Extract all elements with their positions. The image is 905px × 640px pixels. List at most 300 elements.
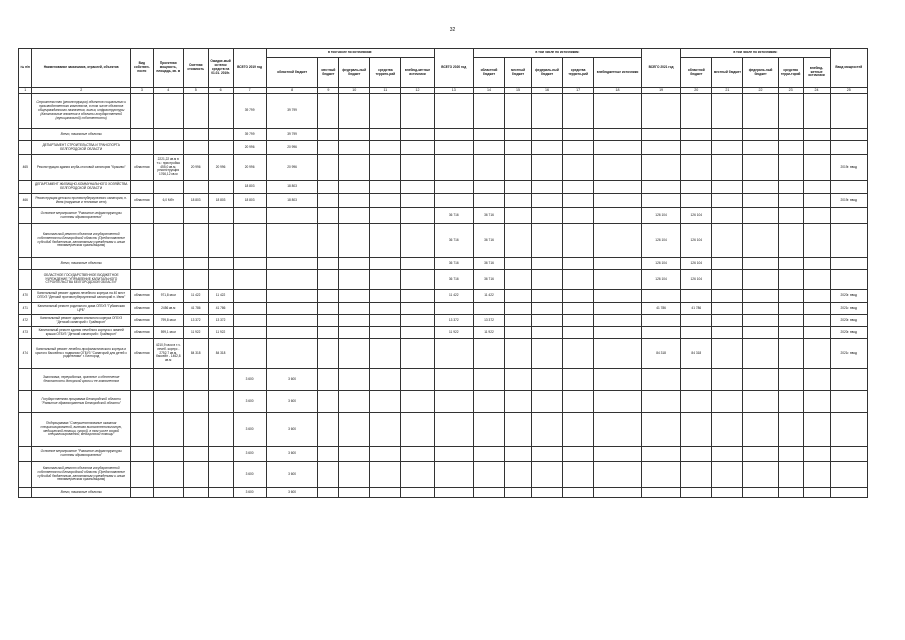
row-local-2021 [712, 94, 743, 129]
row-federal-2019 [339, 224, 370, 258]
row-local-2021 [712, 129, 743, 141]
row-total-2020 [434, 141, 473, 155]
row-federal-2020 [531, 141, 562, 155]
table-row [19, 303, 868, 315]
row-regional-2019: 39 799 [266, 94, 318, 129]
row-estimate: 41 786 [183, 303, 208, 315]
row-regional-2019: 3 600 [266, 369, 318, 391]
row-regional-2019 [266, 303, 318, 315]
row-capacity: 599,1 кв.м [153, 327, 183, 339]
row-number: 470 [19, 290, 32, 303]
row-regional-2021 [681, 181, 712, 194]
row-number [19, 413, 32, 447]
row-total-2021: 84 318 [641, 339, 680, 369]
row-offbudget-2019 [401, 290, 434, 303]
row-name: Реконструкция здания клуба-столовой санатория "Красиво" [32, 155, 130, 181]
row-territory-2019 [370, 327, 401, 339]
row-regional-2021: 126 104 [681, 270, 712, 290]
row-local-2019 [318, 224, 339, 258]
row-federal-2021 [743, 339, 778, 369]
row-local-2021 [712, 194, 743, 208]
row-capacity-input [830, 141, 867, 155]
header-sources-2020: в том числе по источникам: [473, 49, 641, 58]
row-number [19, 391, 32, 413]
row-territory-2019 [370, 208, 401, 224]
row-territory-2019 [370, 141, 401, 155]
row-total-2020 [434, 369, 473, 391]
row-name: Реконструкция детского противотуберкулезного санатория, п. Ивня (наружные и тепловые сети) [32, 194, 130, 208]
row-federal-2021 [743, 94, 778, 129]
row-offbudget-2019 [401, 155, 434, 181]
row-local-2020 [505, 194, 532, 208]
row-total-2021: 41 786 [641, 303, 680, 315]
row-offbudget-2021 [803, 303, 830, 315]
row-offbudget-2020 [594, 155, 642, 181]
row-number [19, 94, 32, 129]
row-regional-2020 [473, 155, 504, 181]
row-territory-2021 [778, 194, 803, 208]
row-territory-2020 [563, 224, 594, 258]
row-territory-2021 [778, 208, 803, 224]
column-number: 4 [153, 88, 183, 94]
row-expected-balance: 18 803 [208, 194, 233, 208]
row-capacity-input [830, 488, 867, 498]
row-name: Заготовка, переработка, хранение и обеспечение безопасности донорской крови и ее компонентов [32, 369, 130, 391]
row-local-2020 [505, 303, 532, 315]
row-offbudget-2019 [401, 339, 434, 369]
row-federal-2021 [743, 224, 778, 258]
row-federal-2019 [339, 391, 370, 413]
row-expected-balance [208, 462, 233, 488]
row-local-2020 [505, 224, 532, 258]
row-federal-2019 [339, 129, 370, 141]
header-ownership: Вид собствен-ности [130, 49, 153, 88]
header-src-federal: федераль-ный бюджет [531, 58, 562, 88]
row-capacity-input: 2019г. ввод [830, 194, 867, 208]
row-name: Государственная программа Белгородской области "Развитие здравоохранения Белгородской области" [32, 391, 130, 413]
row-ownership [130, 258, 153, 270]
row-estimate [183, 488, 208, 498]
row-total-2021 [641, 181, 680, 194]
row-name: Строительство (реконструкция) объектов социального и производственного комплексов, в том числе объектов общегражданского назначения, жилья, инфраструктуры (Капитальные вложения в объекты государственной (муниципальной) собственности) [32, 94, 130, 129]
row-total-2021 [641, 488, 680, 498]
row-capacity-input: 2020г. ввод [830, 327, 867, 339]
row-federal-2020 [531, 290, 562, 303]
row-territory-2020 [563, 155, 594, 181]
row-federal-2019 [339, 315, 370, 327]
row-total-2019 [233, 339, 266, 369]
row-name: Основное мероприятие "Развитие инфраструктуры системы здравоохранения" [32, 447, 130, 462]
row-offbudget-2020 [594, 208, 642, 224]
row-estimate [183, 447, 208, 462]
row-name: Капитальный ремонт объектов государственной собственности Белгородской области (Предоставление субсидий бюджетным, автономным учреждениям и иным некоммерческим организациям) [32, 224, 130, 258]
row-offbudget-2021 [803, 155, 830, 181]
row-local-2020 [505, 141, 532, 155]
header-total-2020: ВСЕГО 2020 год [434, 49, 473, 88]
row-number [19, 208, 32, 224]
row-estimate: 84 318 [183, 339, 208, 369]
column-number: 3 [130, 88, 153, 94]
row-total-2021: 126 104 [641, 258, 680, 270]
header-src-local: местный бюджет [505, 58, 532, 88]
row-territory-2020 [563, 181, 594, 194]
row-federal-2021 [743, 181, 778, 194]
row-ownership [130, 181, 153, 194]
table-row [19, 129, 868, 141]
row-regional-2020 [473, 194, 504, 208]
row-regional-2019 [266, 290, 318, 303]
row-federal-2020 [531, 129, 562, 141]
row-regional-2020: 36 716 [473, 258, 504, 270]
row-expected-balance [208, 181, 233, 194]
column-number: 13 [434, 88, 473, 94]
row-regional-2019: 3 600 [266, 447, 318, 462]
row-offbudget-2019 [401, 447, 434, 462]
row-territory-2019 [370, 181, 401, 194]
row-federal-2021 [743, 369, 778, 391]
row-offbudget-2021 [803, 129, 830, 141]
row-ownership [130, 488, 153, 498]
row-federal-2021 [743, 488, 778, 498]
column-number: 5 [183, 88, 208, 94]
row-offbudget-2021 [803, 141, 830, 155]
row-territory-2021 [778, 327, 803, 339]
header-name: Наименование заказчиков, отраслей, объектов [32, 49, 130, 88]
column-number: 17 [563, 88, 594, 94]
row-regional-2019: 18 803 [266, 181, 318, 194]
row-regional-2019 [266, 258, 318, 270]
row-local-2021 [712, 290, 743, 303]
row-regional-2019: 20 996 [266, 155, 318, 181]
row-territory-2020 [563, 391, 594, 413]
row-territory-2019 [370, 194, 401, 208]
row-expected-balance [208, 369, 233, 391]
column-number: 22 [743, 88, 778, 94]
row-offbudget-2020 [594, 224, 642, 258]
row-total-2020 [434, 303, 473, 315]
row-number: 473 [19, 327, 32, 339]
row-regional-2020 [473, 462, 504, 488]
header-src-local: местный бюджет [712, 58, 743, 88]
row-capacity-input [830, 413, 867, 447]
row-territory-2019 [370, 270, 401, 290]
row-capacity: 971,8 кв.м [153, 290, 183, 303]
column-number: 16 [531, 88, 562, 94]
row-name: ДЕПАРТАМЕНТ СТРОИТЕЛЬСТВА И ТРАНСПОРТА БЕЛГОРОДСКОЙ ОБЛАСТИ [32, 141, 130, 155]
row-territory-2020 [563, 369, 594, 391]
row-offbudget-2021 [803, 194, 830, 208]
row-local-2021 [712, 224, 743, 258]
row-ownership: областная [130, 327, 153, 339]
row-local-2019 [318, 488, 339, 498]
row-offbudget-2021 [803, 327, 830, 339]
row-local-2019 [318, 315, 339, 327]
row-local-2021 [712, 141, 743, 155]
row-territory-2019 [370, 94, 401, 129]
column-number: 21 [712, 88, 743, 94]
row-name: Основное мероприятие "Развитие инфраструктуры системы здравоохранения" [32, 208, 130, 224]
row-capacity-input [830, 129, 867, 141]
row-offbudget-2019 [401, 391, 434, 413]
row-federal-2021 [743, 290, 778, 303]
row-total-2020 [434, 181, 473, 194]
row-capacity: 4210,9 кв.м в т.ч. лечеб. корпус - 2752,7 кв.м, бассейн - 1462,8 кв.м [153, 339, 183, 369]
row-offbudget-2020 [594, 94, 642, 129]
row-total-2019: 3 600 [233, 391, 266, 413]
row-regional-2021 [681, 462, 712, 488]
row-offbudget-2019 [401, 94, 434, 129]
header-total-2021: ВСЕГО 2021 год [641, 49, 680, 88]
row-federal-2021 [743, 413, 778, 447]
row-capacity [153, 208, 183, 224]
row-federal-2021 [743, 208, 778, 224]
row-local-2020 [505, 208, 532, 224]
row-estimate [183, 462, 208, 488]
row-local-2019 [318, 447, 339, 462]
row-regional-2021 [681, 155, 712, 181]
header-capacity: Проектная мощность, площадь, кв. м [153, 49, 183, 88]
row-capacity-input [830, 94, 867, 129]
row-territory-2020 [563, 315, 594, 327]
row-total-2019 [233, 270, 266, 290]
row-regional-2021: 126 104 [681, 208, 712, 224]
row-number [19, 488, 32, 498]
row-offbudget-2020 [594, 270, 642, 290]
row-local-2019 [318, 141, 339, 155]
column-number: 6 [208, 88, 233, 94]
row-regional-2021 [681, 488, 712, 498]
row-territory-2021 [778, 369, 803, 391]
row-local-2019 [318, 258, 339, 270]
table-row [19, 194, 868, 208]
row-total-2019 [233, 290, 266, 303]
row-total-2021 [641, 194, 680, 208]
header-src-offbudget: внебюд-жетные источники [401, 58, 434, 88]
row-offbudget-2021 [803, 94, 830, 129]
row-regional-2020 [473, 447, 504, 462]
row-territory-2021 [778, 447, 803, 462]
row-regional-2019 [266, 270, 318, 290]
row-federal-2020 [531, 258, 562, 270]
column-number: 14 [473, 88, 504, 94]
row-regional-2019 [266, 339, 318, 369]
row-local-2021 [712, 369, 743, 391]
row-ownership: областная [130, 155, 153, 181]
row-total-2020 [434, 462, 473, 488]
row-territory-2019 [370, 224, 401, 258]
row-regional-2021 [681, 141, 712, 155]
row-expected-balance [208, 391, 233, 413]
row-total-2021 [641, 447, 680, 462]
row-federal-2021 [743, 462, 778, 488]
row-total-2021 [641, 327, 680, 339]
row-total-2021 [641, 290, 680, 303]
row-total-2019 [233, 208, 266, 224]
row-territory-2021 [778, 94, 803, 129]
row-offbudget-2020 [594, 447, 642, 462]
row-local-2019 [318, 194, 339, 208]
row-regional-2021 [681, 94, 712, 129]
header-src-regional: областной бюджет [266, 58, 318, 88]
row-total-2019: 20 996 [233, 141, 266, 155]
row-number: 472 [19, 315, 32, 327]
header-src-federal: федераль-ный бюджет [339, 58, 370, 88]
row-total-2019 [233, 224, 266, 258]
column-number: 1 [19, 88, 32, 94]
row-federal-2021 [743, 155, 778, 181]
row-territory-2019 [370, 290, 401, 303]
row-name: Капитальный ремонт объектов государственной собственности Белгородской области (Предоставление субсидий бюджетным, автономным учреждениям и иным некоммерческим организациям) [32, 462, 130, 488]
table-row [19, 181, 868, 194]
row-local-2021 [712, 208, 743, 224]
row-regional-2020 [473, 413, 504, 447]
row-offbudget-2019 [401, 258, 434, 270]
row-regional-2020 [473, 181, 504, 194]
row-regional-2020: 36 716 [473, 270, 504, 290]
row-offbudget-2019 [401, 129, 434, 141]
row-number [19, 270, 32, 290]
row-capacity [153, 224, 183, 258]
row-expected-balance: 11 922 [208, 327, 233, 339]
row-estimate [183, 141, 208, 155]
row-regional-2020 [473, 141, 504, 155]
column-number: 12 [401, 88, 434, 94]
row-name: Капитальный ремонт лечебно-профилактического корпуса и крытого бассейна с подвалом ОГБУЗ "Санаторий для детей с родителями" г. Белгород [32, 339, 130, 369]
row-offbudget-2019 [401, 315, 434, 327]
table-row [19, 224, 868, 258]
row-local-2021 [712, 181, 743, 194]
row-regional-2021: 126 104 [681, 258, 712, 270]
row-capacity-input [830, 208, 867, 224]
row-territory-2021 [778, 462, 803, 488]
row-federal-2019 [339, 303, 370, 315]
row-federal-2020 [531, 94, 562, 129]
column-number: 18 [594, 88, 642, 94]
row-territory-2021 [778, 141, 803, 155]
row-territory-2019 [370, 488, 401, 498]
table-row [19, 447, 868, 462]
row-name: ДЕПАРТАМЕНТ ЖИЛИЩНО-КОММУНАЛЬНОГО ХОЗЯЙСТВА БЕЛГОРОДСКОЙ ОБЛАСТИ [32, 181, 130, 194]
row-regional-2021 [681, 413, 712, 447]
row-total-2020 [434, 155, 473, 181]
row-federal-2020 [531, 194, 562, 208]
column-number: 9 [318, 88, 339, 94]
row-total-2021: 126 104 [641, 270, 680, 290]
row-offbudget-2021 [803, 413, 830, 447]
row-local-2020 [505, 155, 532, 181]
column-number: 11 [370, 88, 401, 94]
row-offbudget-2019 [401, 270, 434, 290]
row-territory-2021 [778, 413, 803, 447]
row-capacity-input [830, 181, 867, 194]
row-total-2021 [641, 141, 680, 155]
row-capacity-input [830, 270, 867, 290]
row-expected-balance: 84 318 [208, 339, 233, 369]
row-offbudget-2020 [594, 194, 642, 208]
row-local-2021 [712, 488, 743, 498]
row-federal-2019 [339, 141, 370, 155]
row-federal-2020 [531, 181, 562, 194]
row-federal-2020 [531, 303, 562, 315]
row-capacity [153, 369, 183, 391]
column-number: 19 [641, 88, 680, 94]
row-estimate [183, 208, 208, 224]
row-local-2019 [318, 369, 339, 391]
row-number [19, 129, 32, 141]
row-offbudget-2021 [803, 290, 830, 303]
column-number: 15 [505, 88, 532, 94]
row-federal-2020 [531, 155, 562, 181]
row-estimate [183, 129, 208, 141]
row-local-2021 [712, 339, 743, 369]
row-territory-2021 [778, 258, 803, 270]
row-federal-2019 [339, 488, 370, 498]
row-expected-balance: 20 996 [208, 155, 233, 181]
row-federal-2021 [743, 315, 778, 327]
row-ownership [130, 462, 153, 488]
row-offbudget-2019 [401, 181, 434, 194]
row-number [19, 462, 32, 488]
table-row [19, 94, 868, 129]
row-regional-2019: 3 600 [266, 488, 318, 498]
row-ownership [130, 447, 153, 462]
row-total-2020: 11 422 [434, 290, 473, 303]
table-row [19, 141, 868, 155]
row-local-2019 [318, 339, 339, 369]
row-federal-2019 [339, 447, 370, 462]
row-ownership: областная [130, 339, 153, 369]
row-capacity-input: 2021г. ввод [830, 339, 867, 369]
row-federal-2020 [531, 447, 562, 462]
row-number: 466 [19, 194, 32, 208]
row-total-2019 [233, 327, 266, 339]
row-capacity [153, 94, 183, 129]
row-expected-balance: 13 372 [208, 315, 233, 327]
row-federal-2020 [531, 391, 562, 413]
row-local-2021 [712, 270, 743, 290]
row-expected-balance [208, 413, 233, 447]
row-territory-2021 [778, 270, 803, 290]
row-regional-2021 [681, 391, 712, 413]
row-territory-2021 [778, 315, 803, 327]
row-local-2019 [318, 270, 339, 290]
row-offbudget-2020 [594, 181, 642, 194]
row-regional-2019: 3 600 [266, 413, 318, 447]
row-capacity [153, 462, 183, 488]
row-regional-2021 [681, 194, 712, 208]
row-name: ОБЛАСТНОЕ ГОСУДАРСТВЕННОЕ БЮДЖЕТНОЕ УЧРЕЖДЕНИЕ "УПРАВЛЕНИЕ КАПИТАЛЬНОГО СТРОИТЕЛЬСТВА БЕЛГОРОДСКОЙ ОБЛАСТИ" [32, 270, 130, 290]
row-total-2020 [434, 447, 473, 462]
row-offbudget-2020 [594, 327, 642, 339]
row-local-2020 [505, 391, 532, 413]
row-territory-2020 [563, 141, 594, 155]
row-total-2021 [641, 369, 680, 391]
row-offbudget-2021 [803, 181, 830, 194]
row-federal-2020 [531, 369, 562, 391]
column-number: 23 [778, 88, 803, 94]
row-offbudget-2021 [803, 315, 830, 327]
row-expected-balance [208, 141, 233, 155]
table-row [19, 462, 868, 488]
row-territory-2019 [370, 462, 401, 488]
column-number: 20 [681, 88, 712, 94]
row-territory-2019 [370, 413, 401, 447]
table-row [19, 208, 868, 224]
row-expected-balance [208, 488, 233, 498]
row-offbudget-2019 [401, 327, 434, 339]
row-capacity-input [830, 369, 867, 391]
row-local-2019 [318, 303, 339, 315]
